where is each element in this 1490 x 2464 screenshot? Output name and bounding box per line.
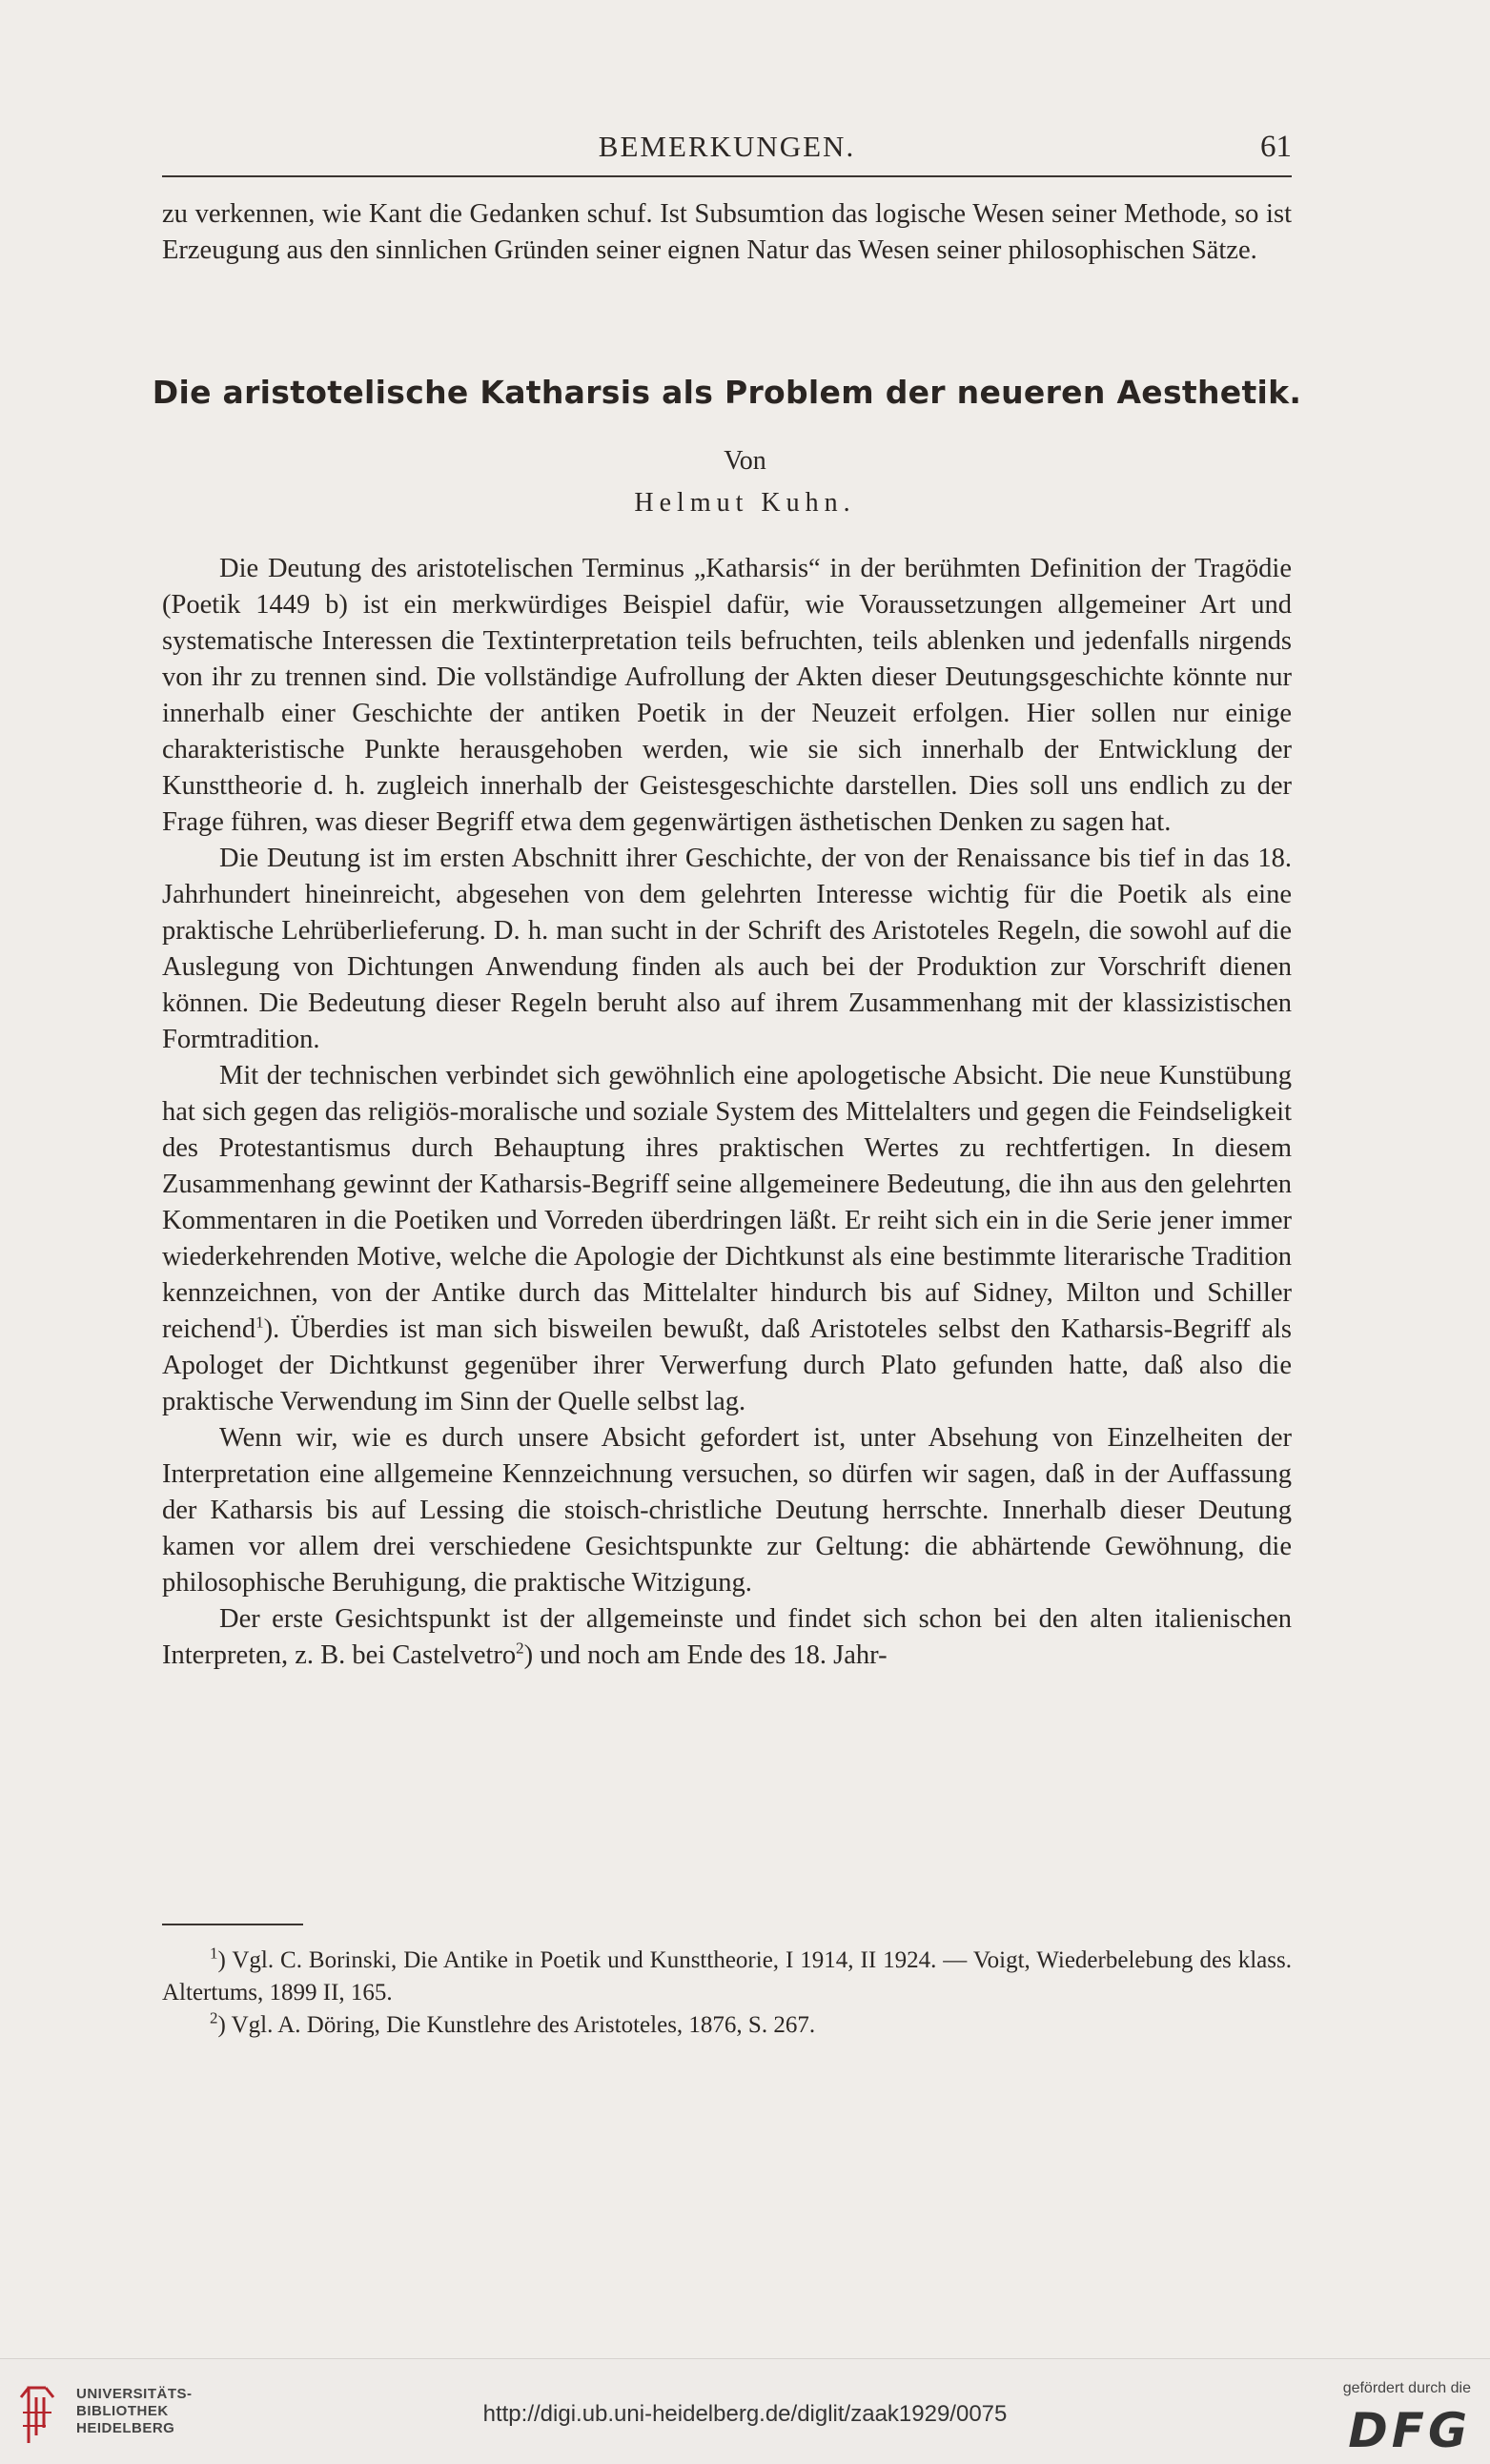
- paragraph: Die Deutung des aristotelischen Terminus „Katharsis“ in der berühmten Definition der Tragödie (Poetik 1449 b) ist ein merkwürdiges Beispiel dafür, wie Voraussetzungen allgemeiner Art und systematische Interessen die Textinterpretation teils befruchten, teils ablenken und jedenfalls nirgends von ihr zu trennen sind. Die vollständige Aufrollung der Akten dieser Deutungsgeschichte könnte nur innerhalb einer Geschichte der antiken Poetik in der Neuzeit erfolgen. Hier sollen nur einige charakteristische Punkte herausgehoben werden, wie sie sich innerhalb der Entwicklung der Kunsttheorie d. h. zugleich innerhalb der Geistesgeschichte darstellen. Dies soll uns endlich zu der Frage führen, was dieser Begriff etwa dem gegenwärtigen ästhetischen Denken zu sagen hat.: [162, 554, 1292, 837]
- paragraph: Wenn wir, wie es durch unsere Absicht gefordert ist, unter Absehung von Einzelheiten der Interpretation eine allgemeine Kennzeichnung versuchen, so dürfen wir sagen, daß in der Auffassung der Katharsis bis auf Lessing die stoisch-christliche Deutung herrschte. Innerhalb dieser Deutung kamen vor allem drei verschiedene Gesichtspunkte zur Geltung: die abhärtende Gewöhnung, die philosophische Beruhigung, die praktische Witzigung.: [162, 1423, 1292, 1598]
- running-header: [162, 126, 1292, 177]
- library-name-line: BIBLIOTHEK: [76, 2403, 169, 2419]
- footnote-text: ) Vgl. A. Döring, Die Kunstlehre des Aristoteles, 1876, S. 267.: [217, 2012, 816, 2038]
- library-name-line: UNIVERSITÄTS-: [76, 2386, 193, 2402]
- footnote: [162, 2009, 1292, 2042]
- paragraph: [162, 1058, 1292, 1420]
- footnote-mark: 2: [210, 2008, 218, 2027]
- paragraph: Die Deutung ist im ersten Abschnitt ihrer Geschichte, der von der Renaissance bis tief in das 18. Jahrhundert hineinreicht, abgesehen von dem gelehrten Interesse wichtig für die Poetik als eine praktische Lehrüberlieferung. D. h. man sucht in der Schrift des Aristoteles Regeln, die sowohl auf die Auslegung von Dichtungen Anwendung finden als auch bei der Produktion zur Vorschrift dienen können. Die Bedeutung dieser Regeln beruht also auf ihrem Zusammenhang mit der klassizistischen Formtradition.: [162, 844, 1292, 1054]
- paragraph: zu verkennen, wie Kant die Gedanken schuf. Ist Subsumtion das logische Wesen seiner Methode, so ist Erzeugung aus den sinnlichen Gründen seiner eignen Natur das Wesen seiner philosophischen Sätze.: [162, 199, 1292, 265]
- continued-paragraph: [162, 196, 1292, 269]
- page-number: 61: [1260, 130, 1292, 164]
- paragraph: [162, 1601, 1292, 1674]
- footnote-reference[interactable]: 1: [255, 1313, 264, 1332]
- running-title: BEMERKUNGEN.: [598, 130, 856, 163]
- footnote-text: ) Vgl. C. Borinski, Die Antike in Poetik und Kunsttheorie, I 1914, II 1924. — Voigt, Wiederbelebung des klass. Altertums, 1899 II, 165.: [162, 1947, 1292, 2006]
- digitization-footer: [0, 2358, 1490, 2464]
- footnotes: [162, 1945, 1292, 2042]
- footnote-mark: 1: [210, 1944, 218, 1963]
- article-title: Die aristotelische Katharsis als Problem der neueren Aesthetik.: [152, 374, 1302, 411]
- library-name-line: HEIDELBERG: [76, 2420, 175, 2436]
- footnote-divider: [162, 1924, 303, 1925]
- funded-by-label: gefördert durch die: [1342, 2380, 1471, 2396]
- paragraph-text: Der erste Gesichtspunkt ist der allgemeinste und findet sich schon bei den alten italienischen Interpreten, z. B. bei Castelvetro: [162, 1604, 1292, 1670]
- article-body: [162, 551, 1292, 1674]
- byline-von: Von: [724, 446, 766, 476]
- dfg-logo: DFG: [1348, 2403, 1471, 2458]
- footnote: [162, 1945, 1292, 2009]
- paragraph-text: Mit der technischen verbindet sich gewöhnlich eine apologetische Absicht. Die neue Kunstübung hat sich gegen das religiös-moralische und soziale System des Mittelalters und gegen die Feindseligkeit des Protestantismus durch Behauptung ihres praktischen Wertes zu rechtfertigen. In diesem Zusammenhang gewinnt der Katharsis-Begriff seine allgemeinere Bedeutung, die ihn aus den gelehrten Kommentaren in die Poetiken und Vorreden überdringen läßt. Er reiht sich ein in die Serie jener immer wiederkehrenden Motive, welche die Apologie der Dichtkunst als eine bestimmte literarische Tradition kennzeichnen, von der Antike durch das Mittelalter hindurch bis auf Sidney, Milton und Schiller reichend: [162, 1061, 1292, 1344]
- paragraph-text: ). Überdies ist man sich bisweilen bewußt, daß Aristoteles selbst den Katharsis-Begriff als Apologet der Dichtkunst gegenüber ihrer Verwerfung durch Plato gefunden hatte, daß also die praktische Verwendung im Sinn der Quelle selbst lag.: [162, 1314, 1292, 1416]
- author-name: Helmut Kuhn.: [634, 488, 856, 518]
- permalink-url[interactable]: http://digi.ub.uni-heidelberg.de/diglit/zaak1929/0075: [482, 2401, 1008, 2427]
- footnote-reference[interactable]: 2: [516, 1639, 524, 1658]
- paragraph-text: ) und noch am Ende des 18. Jahr-: [523, 1640, 888, 1670]
